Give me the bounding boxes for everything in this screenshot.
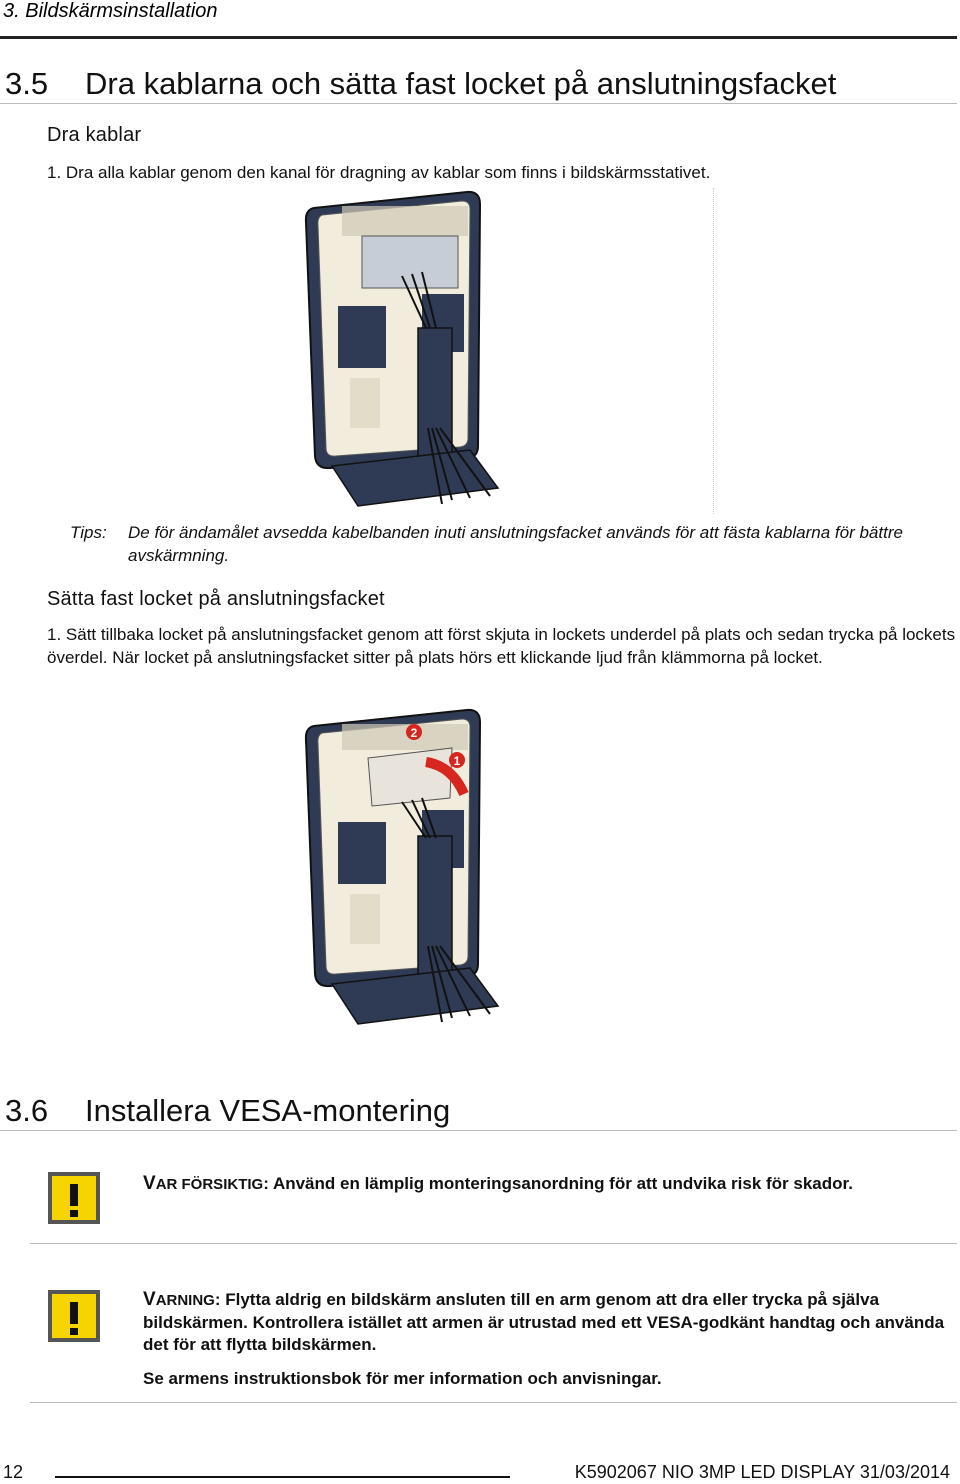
step-dra-kablar: 1. Dra alla kablar genom den kanal för dragning av kablar som finns i bildskärmsstativet. [47,163,711,182]
page-number: 12 [3,1462,24,1482]
chapter-header: 3. Bildskärmsinstallation [3,0,218,22]
monitor-cabling-illustration [302,188,502,514]
section-title-3-6 [5,1093,450,1129]
header-rule [0,36,957,39]
warning-text: : Flytta aldrig en bildskärm ansluten till en arm genom att dra eller trycka på själva bildskärmen. Kontrollera istället att armen är utrustad med ett VESA-godkänt handtag och använda det för att flytta bildskärmen. [143,1290,945,1354]
tips-text: De för ändamålet avsedda kabelbanden inuti anslutningsfacket används för att fästa kablarna för bättre avskärmning. [128,523,903,565]
tips-note [70,521,960,567]
section-rule [0,1130,957,1131]
caution-text: : Använd en lämplig monteringsanordning för att undvika risk för skador. [263,1174,853,1193]
subheading-dra-kablar: Dra kablar [47,124,142,146]
section-title-text: Dra kablarna och sätta fast locket på anslutningsfacket [85,66,837,101]
figure-guide-line [713,188,714,514]
step-satta-fast-locket: 1. Sätt tillbaka locket på anslutningsfacket genom att först skjuta in lockets underdel på plats och sedan trycka på lockets överdel. När locket på anslutningsfacket sitter på plats hörs ett klickande ljud från klämmorna på locket. [47,625,956,667]
warning-keyword-initial: V [143,1289,156,1310]
section-number: 3.5 [5,66,49,101]
caution-keyword-initial: V [143,1173,156,1194]
caution-rule [30,1243,957,1244]
callout-1-label: 1 [453,754,461,768]
warning-note: Se armens instruktionsbok för mer information och anvisningar. [143,1369,662,1388]
warning-rule [30,1402,957,1403]
footer-document-id: K5902067 NIO 3MP LED DISPLAY 31/03/2014 [574,1462,950,1482]
caution-notice [143,1173,958,1196]
footer-rule [55,1476,510,1478]
section-number: 3.6 [5,1093,49,1128]
caution-keyword-rest: AR FÖRSIKTIG [155,1176,264,1193]
tips-label: Tips: [70,523,107,542]
caution-warning-icon [48,1172,100,1224]
warning-icon [48,1290,100,1342]
warning-notice [143,1289,958,1390]
cover-fitting-illustration [302,706,502,1032]
warning-keyword-rest: ARNING [155,1292,215,1309]
callout-2-label: 2 [410,726,418,740]
subheading-satta-fast-locket: Sätta fast locket på anslutningsfacket [47,588,385,610]
section-rule [0,103,957,104]
section-title-text: Installera VESA-montering [85,1093,451,1128]
section-title-3-5 [5,66,836,102]
